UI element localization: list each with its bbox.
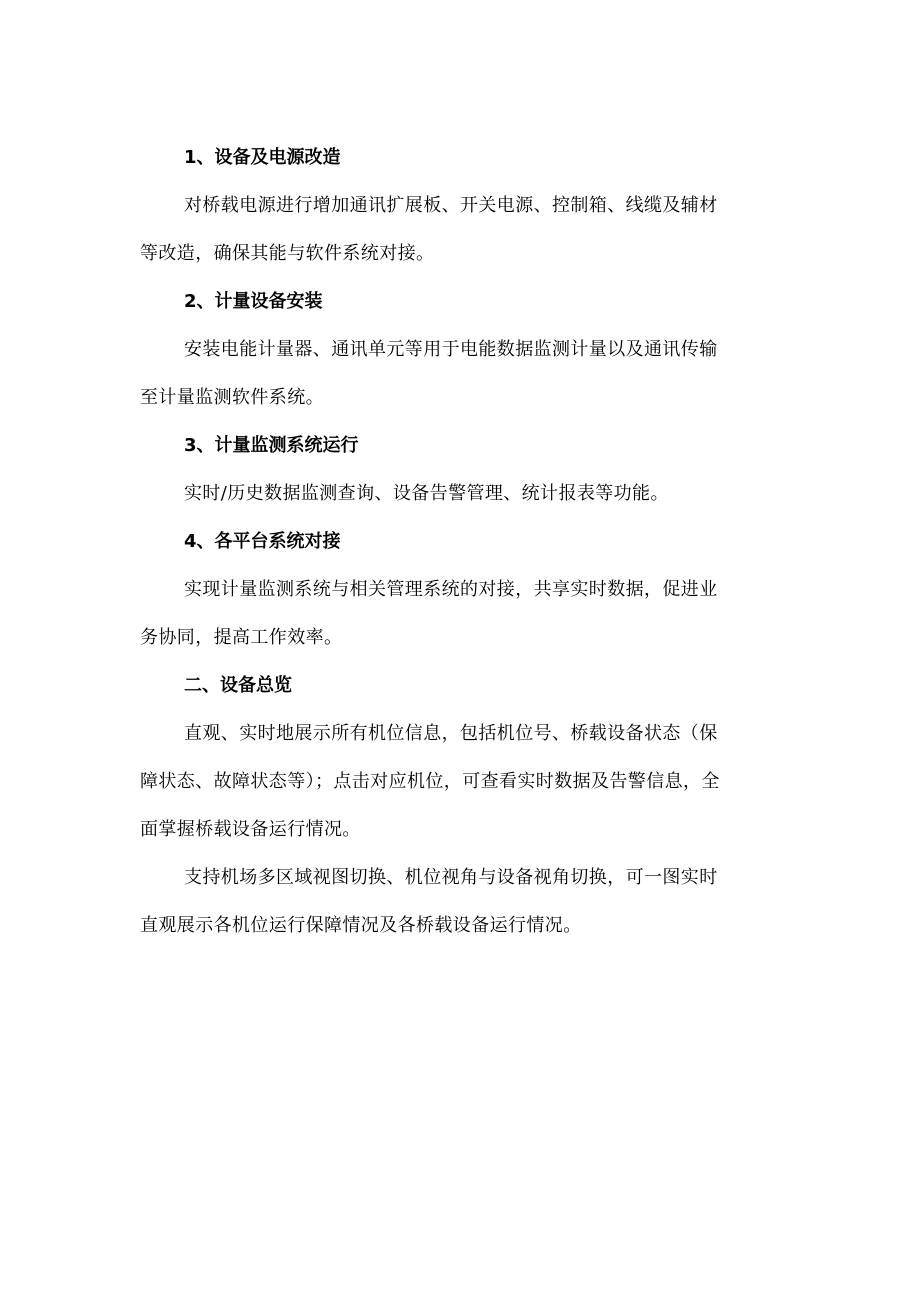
paragraph-line: 实现计量监测系统与相关管理系统的对接，共享实时数据，促进业 xyxy=(184,579,718,600)
section-heading-platform-integration: 4、各平台系统对接 xyxy=(184,531,341,552)
paragraph-line: 直观、实时地展示所有机位信息，包括机位号、桥载设备状态（保 xyxy=(184,723,718,744)
paragraph-line: 安装电能计量器、通讯单元等用于电能数据监测计量以及通讯传输 xyxy=(184,339,718,360)
paragraph-line: 等改造，确保其能与软件系统对接。 xyxy=(140,243,435,264)
section-heading-equipment-overview: 二、设备总览 xyxy=(184,675,292,696)
section-paragraph-metering-install xyxy=(140,326,790,422)
section-paragraph-equipment-power xyxy=(140,182,790,278)
paragraph-line: 障状态、故障状态等）；点击对应机位，可查看实时数据及告警信息，全 xyxy=(140,771,720,792)
paragraph-line: 支持机场多区域视图切换、机位视角与设备视角切换，可一图实时 xyxy=(184,867,718,888)
closing-paragraph xyxy=(140,854,790,950)
paragraph-line: 实时/历史数据监测查询、设备告警管理、统计报表等功能。 xyxy=(184,483,669,504)
paragraph-line: 直观展示各机位运行保障情况及各桥载设备运行情况。 xyxy=(140,915,582,936)
paragraph-line: 务协同，提高工作效率。 xyxy=(140,627,343,648)
section-paragraph-equipment-overview xyxy=(140,710,790,854)
section-heading-metering-install: 2、计量设备安装 xyxy=(184,291,323,312)
section-paragraph-monitoring-system xyxy=(140,470,790,518)
section-heading-monitoring-system: 3、计量监测系统运行 xyxy=(184,435,359,456)
paragraph-line: 对桥载电源进行增加通讯扩展板、开关电源、控制箱、线缆及辅材 xyxy=(184,195,718,216)
section-paragraph-platform-integration xyxy=(140,566,790,662)
paragraph-line: 面掌握桥载设备运行情况。 xyxy=(140,819,361,840)
paragraph-line: 至计量监测软件系统。 xyxy=(140,387,324,408)
section-heading-equipment-power: 1、设备及电源改造 xyxy=(184,147,341,168)
document-body xyxy=(140,134,790,950)
